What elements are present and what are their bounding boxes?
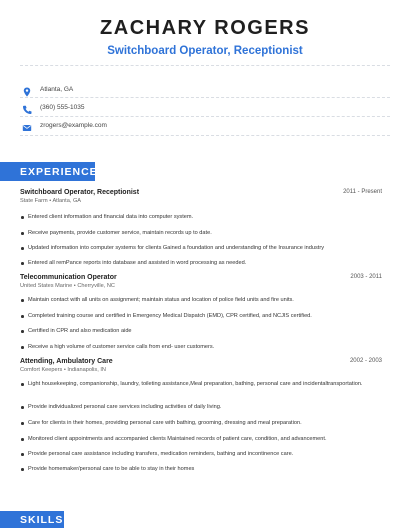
list-item: Maintain contact with all units on assignment; maintain status and location of police field units and fire units. — [20, 296, 382, 305]
list-item: Completed training course and certified in Emergency Medical Dispatch (EMD), CPR certified, and NCJIS certified. — [20, 312, 382, 321]
contact-divider — [20, 97, 390, 98]
contact-location-text: Atlanta, GA — [40, 85, 74, 93]
list-item: Updated information into computer systems for clients Gained a foundation and understanding of the Insurance industry — [20, 244, 382, 253]
list-item: Monitored client appointments and accompanied clients Maintained records of patient care, condition, and advancement. — [20, 435, 382, 444]
contact-phone — [22, 100, 84, 114]
job-title: Telecommunication Operator — [20, 274, 117, 281]
email-icon — [22, 120, 32, 130]
job-title: Switchboard Operator, Receptionist — [20, 189, 140, 196]
list-item: Care for clients in their homes, providing personal care with bathing, grooming, dressing and meal preparation. — [20, 419, 382, 428]
list-item: Provide individualized personal care services including activities of daily living. — [20, 403, 382, 412]
job-dates: 2002 - 2003 — [349, 358, 382, 364]
skills-section-heading: SKILLS — [0, 511, 64, 528]
location-pin-icon — [22, 84, 32, 94]
job-employer: State Farm • Atlanta, GA — [20, 198, 82, 204]
list-item: Certified in CPR and also medication aide — [20, 327, 382, 336]
header-divider — [20, 65, 390, 66]
job-entry — [20, 189, 382, 266]
candidate-name: ZACHARY ROGERS — [100, 17, 310, 39]
list-item: Provide homemaker/personal care to be able to stay in their homes — [20, 465, 382, 474]
job-entry — [20, 358, 382, 472]
job-title: Attending, Ambulatory Care — [20, 358, 113, 365]
job-employer: Comfort Keepers • Indianapolis, IN — [20, 367, 106, 373]
resume-header — [0, 0, 410, 58]
list-item: Receive payments, provide customer service, maintain records up to date. — [20, 229, 382, 238]
list-item: Receive a high volume of customer service calls from end- user customers. — [20, 343, 382, 352]
contact-divider — [20, 135, 390, 136]
contact-phone-text: (360) 555-1035 — [40, 103, 85, 111]
job-dates: 2011 - Present — [343, 189, 382, 195]
list-item: Entered client information and financial data into computer system. — [20, 213, 382, 222]
phone-icon — [22, 102, 32, 112]
list-item: Entered all remPance reports into database and assisted in word processing as needed. — [20, 259, 382, 268]
contact-divider — [20, 116, 390, 117]
job-dates: 2003 - 2011 — [350, 274, 382, 280]
list-item: Light housekeeping, companionship, laundry, toileting assistance,Meal preparation, bathing, personal care and incidentaltransportation. — [20, 380, 382, 389]
job-employer: United States Marine • Cherryville, NC — [20, 283, 115, 289]
job-entry — [20, 274, 382, 350]
contact-location — [22, 82, 73, 96]
list-item: Provide personal care assistance including transfers, medication reminders, bathing and incontinence care. — [20, 450, 382, 459]
candidate-title: Switchboard Operator, Receptionist — [107, 45, 303, 57]
contact-email — [22, 118, 107, 132]
contact-email-text: zrogers@example.com — [40, 121, 107, 129]
experience-section-heading: EXPERIENCE — [0, 162, 95, 181]
